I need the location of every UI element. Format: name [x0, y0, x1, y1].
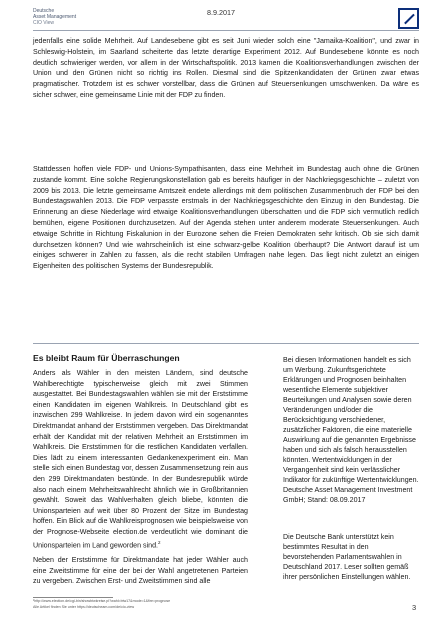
- disclaimer-text: Bei diesen Informationen handelt es sich um Werbung. Zukunftsgerichtete Erklärungen und Prognosen beinhalten wesentliche Elemente subjektiver Beurteilungen und Analysen sowie deren Veränderungen und/oder die Berücksichtigung verschiedener, zusätzlicher Faktoren, die eine materielle Auswirkung auf die genannten Ergebnisse haben und sich als falsch herausstellen könnten. Wertentwicklungen in der Vergangenheit sind kein verlässlicher Indikator für zukünftige Wertentwicklungen. Deutsche Asset Management Investment GmbH; Stand: 08.09.2017: [283, 356, 419, 504]
- footnote-marker: 2: [158, 539, 161, 545]
- footnote-divider: [33, 597, 113, 598]
- header-divider: [33, 30, 419, 31]
- brand-block: [33, 8, 76, 27]
- section-heading: Es bleibt Raum für Überraschungen: [33, 353, 180, 363]
- section-paragraph-1: Anders als Wähler in den meisten Ländern, sind deutsche Wahlberechtigte typischerweise gleich mit zwei Stimmen ausgestattet. Bei Bundestagswahlen wählen sie mit der Erststimme einen Kandidaten im eigenen Wahlkreis. In Deutschland gibt es inzwischen 299 Wahlkreise. In jedem davon wird ein sogenanntes Direktmandat anhand der Erststimmen vergeben. Das Direktmandat erhält der Kandidat mit der relativen Mehrheit an Erststimmen im Wahlkreis. Die Erststimmen für die restlichen Kandidaten verfallen. Dies lädt zu einem interessanten Gedankenexperiment ein. Man stelle sich einen Bundestag vor, dessen Zusammensetzung rein aus den 299 Direktmandaten bestünde. In der Bundesrepublik würde also nach einem Mehrheitswahlrecht ähnlich wie in Großbritannien gewählt. Soweit das Wahlverhalten gleich bliebe, könnten die Unionsparteien auf weit über 80 Prozent der Sitze im Bundestag hoffen. Ein Blick auf die Wahlkreisprognosen wie beispielsweise von der Prognose-Webseite election.de verdeutlicht wie dominant die Unionsparteien im Land geworden sind.$^2$: [33, 369, 248, 549]
- intro-paragraph-1: jedenfalls eine solide Mehrheit. Auf Landesebene gibt es seit Juni wieder solch eine "Jamaika-Koalition", und zwar in Schleswig-Holstein, im Saarland scheiterte das letzte derartige Experiment 2012. Auf Bundesebene könnte es noch deutlich schwieriger werden, vor allem in der Wirtschaftspolitik. 2013 kamen die Koalitionsverhandlungen zwischen der Union und den Grünen nicht so richtig ins Rollen. Diesmal sind die Spitzenkandidaten der Grünen zwar etwas pragmatischer. Trotzdem ist es schwer vorstellbar, dass die Grünen auf Steuersenkungen umschwenken. Da wäre es sicher schwer, eine gemeinsame Linie mit der FDP zu finden.: [33, 37, 419, 99]
- intro-paragraph-2: Stattdessen hoffen viele FDP- und Unions-Sympathisanten, dass eine Mehrheit im Bundestag auch ohne die Grünen zustande kommt. Eine solche Regierungskonstellation gab es bereits häufiger in der Nachkriegsgeschichte – zuletzt von 2009 bis 2013. Die letzte gemeinsame Amtszeit endete allerdings mit dem politischen Zusammenbruch der FDP bei den Bundestagswahlen 2013. Die FDP verpasste erstmals in der Nachkriegsgeschichte den Einzug in den Bundestag. Die Erinnerung an diese Niederlage wird etwaige Koalitionsverhandlungen überschatten und die FDP sich vermutlich redlich bemühen, eigene Positionen durchzusetzen. Auf der Agenda stehen unter anderem moderate Steuersenkungen. Auch etwaige Schritte in Richtung Fiskalunion in der Eurozone sehen die Freien Demokraten sehr kritisch. Ob sie sich damit durchsetzen können? Und wie wahrscheinlich ist eine schwarz-gelbe Koalition überhaupt? Die Antwort darauf ist um einiges schwerer in Zahlen zu fassen, als die recht stabilen Umfragen nahe legen. Das liegt nicht zuletzt an einigen Eigenheiten des politischen Systems der Bundesrepublik.: [33, 165, 419, 271]
- publication-name: CIO View: [33, 20, 55, 27]
- page-number: 3: [412, 603, 417, 612]
- section-divider: [33, 343, 419, 344]
- source-link[interactable]: Alle Artikel finden Sie unter https://deutscheam.com/de/cio-view: [33, 605, 135, 609]
- footnote-link[interactable]: ²http://www.election.de/cgi-bin/showbtwkreise.pl?wahl=btw17&mode=1&fire=prognose: [33, 599, 171, 603]
- brand-subtitle: Asset Management: [33, 14, 77, 21]
- publication-date: 8.9.2017: [207, 8, 235, 17]
- brand-name: Deutsche: [33, 8, 55, 14]
- section-paragraph-2: Neben der Erststimme für Direktmandate hat jeder Wähler auch eine Zweitstimme für eine der bei der Wahl angetretenen Parteien zu vergeben. Zwischen Erst- und Zweitstimmen sind alle: [33, 556, 248, 586]
- election-note: Die Deutsche Bank unterstützt kein bestimmtes Resultat in den bevorstehenden Parlamentswahlen in Deutschland 2017. Leser sollten gemäß ihrer persönlichen Einstellungen wählen.: [283, 533, 411, 581]
- deutsche-bank-logo-icon: [398, 8, 419, 29]
